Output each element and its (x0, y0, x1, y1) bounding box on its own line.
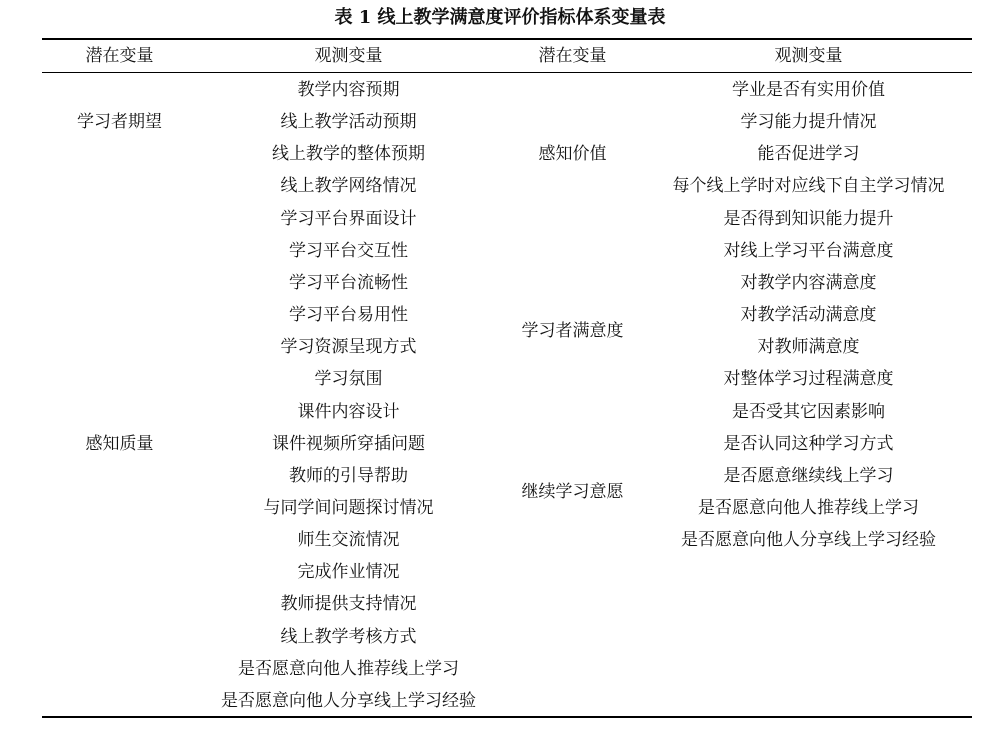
right-latent-cell: 学习者满意度 (521, 321, 624, 342)
left-latent-cell: 感知质量 (85, 433, 154, 454)
left-observed-cell: 师生交流情况 (297, 530, 400, 551)
left-observed-cell: 线上教学考核方式 (280, 626, 417, 647)
left-observed-cell: 是否愿意向他人分享线上学习经验 (221, 690, 476, 711)
right-observed-cell: 是否受其它因素影响 (732, 401, 885, 422)
left-observed-cell: 学习氛围 (314, 369, 383, 390)
right-observed-cell: 对整体学习过程满意度 (723, 369, 894, 390)
left-observed-cell: 教师的引导帮助 (289, 465, 408, 486)
left-observed-cell: 课件视频所穿插问题 (272, 433, 425, 454)
right-observed-cell: 对教学内容满意度 (740, 272, 877, 293)
right-observed-cell: 每个线上学时对应线下自主学习情况 (672, 176, 945, 197)
left-observed-cell: 学习资源呈现方式 (280, 337, 417, 358)
left-observed-cell: 线上教学活动预期 (280, 112, 417, 133)
right-observed-cell: 是否得到知识能力提升 (723, 208, 894, 229)
right-observed-cell: 对教师满意度 (757, 337, 860, 358)
right-observed-cell: 是否认同这种学习方式 (723, 433, 894, 454)
table-header-rule (42, 72, 972, 73)
left-latent-cell: 学习者期望 (77, 112, 162, 133)
left-observed-cell: 学习平台易用性 (289, 305, 408, 326)
header-latent-left: 潜在变量 (85, 46, 154, 66)
right-observed-cell: 能否促进学习 (757, 144, 860, 165)
table-caption: 表 1 线上教学满意度评价指标体系变量表 (334, 7, 666, 28)
left-observed-cell: 学习平台交互性 (289, 240, 408, 261)
header-latent-right: 潜在变量 (538, 46, 607, 66)
header-observed-right: 观测变量 (774, 46, 843, 66)
left-observed-cell: 线上教学网络情况 (280, 176, 417, 197)
right-observed-cell: 对教学活动满意度 (740, 305, 877, 326)
left-observed-cell: 是否愿意向他人推荐线上学习 (238, 658, 459, 679)
right-latent-cell: 感知价值 (538, 144, 607, 165)
right-observed-cell: 对线上学习平台满意度 (723, 240, 894, 261)
right-observed-cell: 学业是否有实用价值 (732, 80, 885, 100)
right-observed-cell: 是否愿意向他人推荐线上学习 (698, 497, 919, 518)
left-observed-cell: 线上教学的整体预期 (272, 144, 425, 165)
table-bottom-rule (42, 716, 972, 718)
left-observed-cell: 教学内容预期 (297, 80, 400, 100)
left-observed-cell: 学习平台流畅性 (289, 272, 408, 293)
right-observed-cell: 是否愿意向他人分享线上学习经验 (681, 530, 936, 551)
left-observed-cell: 完成作业情况 (297, 562, 400, 583)
right-latent-cell: 继续学习意愿 (521, 481, 624, 502)
left-observed-cell: 学习平台界面设计 (280, 208, 417, 229)
header-observed-left: 观测变量 (314, 46, 383, 66)
left-observed-cell: 教师提供支持情况 (280, 594, 417, 615)
right-observed-cell: 学习能力提升情况 (740, 112, 877, 133)
left-observed-cell: 课件内容设计 (297, 401, 400, 422)
left-observed-cell: 与同学间问题探讨情况 (263, 497, 434, 518)
right-observed-cell: 是否愿意继续线上学习 (723, 465, 894, 486)
